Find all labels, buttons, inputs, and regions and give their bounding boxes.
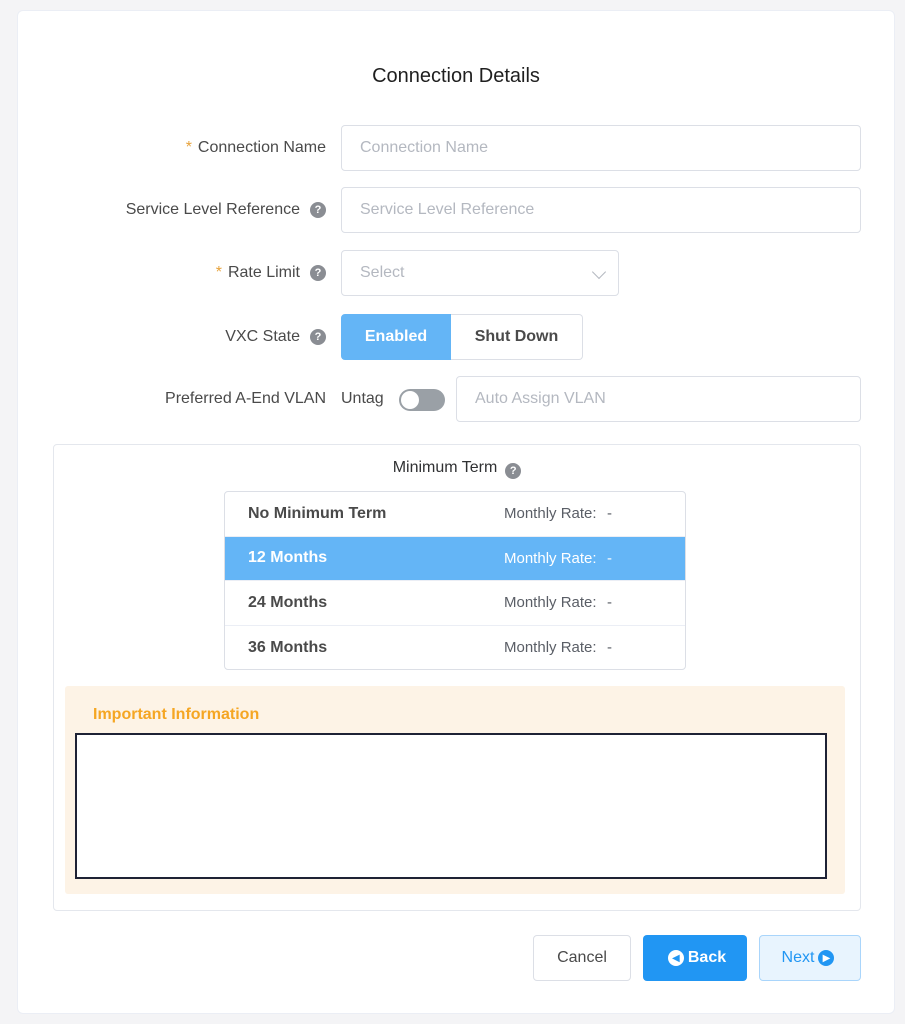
- help-icon[interactable]: ?: [310, 202, 326, 218]
- service-level-placeholder: Service Level Reference: [360, 201, 535, 218]
- important-information-box: [65, 686, 845, 894]
- term-option-none[interactable]: [225, 492, 685, 537]
- important-information-content: [75, 733, 827, 879]
- monthly-rate-label: Monthly Rate:: [504, 594, 597, 612]
- rate-limit-label: [216, 250, 326, 296]
- back-button[interactable]: [643, 935, 747, 981]
- term-name: No Minimum Term: [248, 504, 387, 522]
- monthly-rate-label: Monthly Rate:: [504, 639, 597, 657]
- vxc-state-toggle: [341, 314, 583, 360]
- service-level-row: [18, 187, 894, 233]
- untag-label: Untag: [341, 390, 384, 407]
- term-option-36-months[interactable]: [225, 626, 685, 671]
- enabled-option[interactable]: Enabled: [341, 314, 451, 360]
- connection-details-card: [17, 10, 895, 1014]
- connection-name-row: [18, 125, 894, 171]
- required-mark: *: [185, 139, 192, 156]
- service-level-label-text: Service Level Reference: [125, 201, 300, 218]
- back-button-label: Back: [687, 949, 727, 966]
- shut-down-option[interactable]: Shut Down: [451, 314, 583, 360]
- arrow-left-circle-icon: ◀: [668, 950, 684, 966]
- connection-name-label-text: Connection Name: [197, 139, 326, 156]
- help-icon[interactable]: ?: [310, 329, 326, 345]
- vlan-input[interactable]: [456, 376, 861, 422]
- monthly-rate-label: Monthly Rate:: [504, 549, 597, 567]
- vlan-row: [18, 376, 894, 422]
- page-title: Connection Details: [372, 65, 540, 87]
- connection-name-input[interactable]: [341, 125, 861, 171]
- rate-limit-placeholder: Select: [360, 264, 405, 281]
- minimum-term-title: [54, 459, 860, 479]
- required-mark: *: [215, 264, 222, 281]
- help-icon[interactable]: ?: [505, 463, 521, 479]
- cancel-button[interactable]: [533, 935, 631, 981]
- monthly-rate-value: -: [607, 549, 612, 567]
- minimum-term-panel: [53, 444, 861, 911]
- vxc-state-row: [18, 314, 894, 360]
- rate-limit-label-text: Rate Limit: [227, 264, 300, 281]
- help-icon[interactable]: ?: [310, 265, 326, 281]
- service-level-label: [126, 187, 326, 233]
- monthly-rate-label: Monthly Rate:: [504, 505, 597, 523]
- rate-limit-row: [18, 250, 894, 296]
- monthly-rate-value: -: [607, 639, 612, 657]
- vxc-state-label: [225, 314, 326, 360]
- switch-knob: [401, 391, 419, 409]
- service-level-input[interactable]: [341, 187, 861, 233]
- term-option-24-months[interactable]: [225, 581, 685, 626]
- chevron-down-icon: [592, 265, 606, 279]
- important-information-title: Important Information: [93, 706, 260, 723]
- vlan-placeholder: Auto Assign VLAN: [475, 390, 606, 407]
- minimum-term-title-text: Minimum Term: [392, 459, 498, 476]
- rate-limit-select[interactable]: [341, 250, 619, 296]
- vlan-label: [165, 376, 326, 422]
- term-name: 36 Months: [248, 638, 328, 656]
- monthly-rate-value: -: [607, 594, 612, 612]
- arrow-right-circle-icon: ▶: [818, 950, 834, 966]
- monthly-rate-value: -: [607, 505, 612, 523]
- term-list: [224, 491, 686, 670]
- term-name: 24 Months: [248, 593, 328, 611]
- next-button-label: Next: [781, 949, 815, 966]
- vlan-label-text: Preferred A-End VLAN: [165, 390, 326, 407]
- vxc-state-label-text: VXC State: [225, 328, 300, 345]
- untag-switch[interactable]: [399, 389, 445, 411]
- term-name: 12 Months: [248, 549, 328, 567]
- cancel-button-label: Cancel: [557, 949, 607, 966]
- connection-name-label: [186, 125, 326, 171]
- next-button[interactable]: [759, 935, 861, 981]
- connection-name-placeholder: Connection Name: [360, 139, 489, 156]
- term-option-12-months[interactable]: [225, 537, 685, 582]
